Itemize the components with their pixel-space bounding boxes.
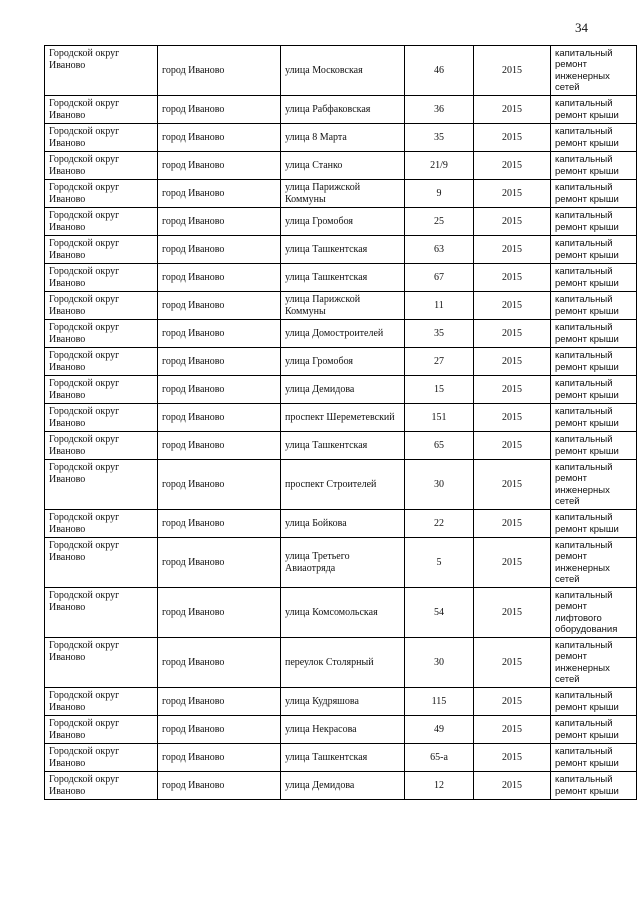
house-number-cell: 67 bbox=[405, 264, 474, 292]
table-body bbox=[45, 46, 637, 800]
settlement-cell: город Иваново bbox=[158, 772, 281, 800]
table-row bbox=[45, 716, 637, 744]
house-number-cell: 30 bbox=[405, 638, 474, 688]
street-cell: улица Бойкова bbox=[281, 510, 405, 538]
table-row bbox=[45, 124, 637, 152]
table-row bbox=[45, 264, 637, 292]
work-type-cell: капитальный ремонт крыши bbox=[551, 432, 637, 460]
settlement-cell: город Иваново bbox=[158, 688, 281, 716]
year-cell: 2015 bbox=[474, 404, 551, 432]
street-cell: проспект Строителей bbox=[281, 460, 405, 510]
table-row bbox=[45, 510, 637, 538]
table-row bbox=[45, 538, 637, 588]
municipality-cell: Городской округ Иваново bbox=[45, 46, 158, 96]
municipality-cell: Городской округ Иваново bbox=[45, 510, 158, 538]
street-cell: улица Демидова bbox=[281, 772, 405, 800]
year-cell: 2015 bbox=[474, 510, 551, 538]
table-row bbox=[45, 432, 637, 460]
work-type-cell: капитальный ремонт крыши bbox=[551, 236, 637, 264]
street-cell: улица 8 Марта bbox=[281, 124, 405, 152]
settlement-cell: город Иваново bbox=[158, 208, 281, 236]
year-cell: 2015 bbox=[474, 716, 551, 744]
work-type-cell: капитальный ремонт крыши bbox=[551, 688, 637, 716]
work-type-cell: капитальный ремонт крыши bbox=[551, 124, 637, 152]
house-number-cell: 27 bbox=[405, 348, 474, 376]
house-number-cell: 35 bbox=[405, 124, 474, 152]
house-number-cell: 35 bbox=[405, 320, 474, 348]
year-cell: 2015 bbox=[474, 588, 551, 638]
house-number-cell: 25 bbox=[405, 208, 474, 236]
year-cell: 2015 bbox=[474, 46, 551, 96]
municipality-cell: Городской округ Иваново bbox=[45, 376, 158, 404]
street-cell: улица Третьего Авиаотряда bbox=[281, 538, 405, 588]
year-cell: 2015 bbox=[474, 744, 551, 772]
work-type-cell: капитальный ремонт крыши bbox=[551, 292, 637, 320]
municipality-cell: Городской округ Иваново bbox=[45, 688, 158, 716]
house-number-cell: 15 bbox=[405, 376, 474, 404]
settlement-cell: город Иваново bbox=[158, 432, 281, 460]
municipality-cell: Городской округ Иваново bbox=[45, 96, 158, 124]
house-number-cell: 54 bbox=[405, 588, 474, 638]
street-cell: улица Рабфаковская bbox=[281, 96, 405, 124]
table-row bbox=[45, 460, 637, 510]
street-cell: улица Московская bbox=[281, 46, 405, 96]
house-number-cell: 65 bbox=[405, 432, 474, 460]
work-type-cell: капитальный ремонт инженерных сетей bbox=[551, 638, 637, 688]
work-type-cell: капитальный ремонт крыши bbox=[551, 348, 637, 376]
settlement-cell: город Иваново bbox=[158, 460, 281, 510]
settlement-cell: город Иваново bbox=[158, 744, 281, 772]
street-cell: улица Ташкентская bbox=[281, 264, 405, 292]
house-number-cell: 21/9 bbox=[405, 152, 474, 180]
settlement-cell: город Иваново bbox=[158, 320, 281, 348]
house-number-cell: 49 bbox=[405, 716, 474, 744]
municipality-cell: Городской округ Иваново bbox=[45, 772, 158, 800]
work-type-cell: капитальный ремонт инженерных сетей bbox=[551, 460, 637, 510]
municipality-cell: Городской округ Иваново bbox=[45, 538, 158, 588]
work-type-cell: капитальный ремонт крыши bbox=[551, 320, 637, 348]
table-row bbox=[45, 744, 637, 772]
settlement-cell: город Иваново bbox=[158, 348, 281, 376]
street-cell: улица Ташкентская bbox=[281, 236, 405, 264]
municipality-cell: Городской округ Иваново bbox=[45, 264, 158, 292]
year-cell: 2015 bbox=[474, 376, 551, 404]
settlement-cell: город Иваново bbox=[158, 588, 281, 638]
year-cell: 2015 bbox=[474, 460, 551, 510]
table-row bbox=[45, 588, 637, 638]
municipality-cell: Городской округ Иваново bbox=[45, 460, 158, 510]
year-cell: 2015 bbox=[474, 688, 551, 716]
table-row bbox=[45, 46, 637, 96]
house-number-cell: 46 bbox=[405, 46, 474, 96]
street-cell: улица Домостроителей bbox=[281, 320, 405, 348]
municipality-cell: Городской округ Иваново bbox=[45, 432, 158, 460]
year-cell: 2015 bbox=[474, 236, 551, 264]
house-number-cell: 115 bbox=[405, 688, 474, 716]
street-cell: переулок Столярный bbox=[281, 638, 405, 688]
house-number-cell: 65-а bbox=[405, 744, 474, 772]
settlement-cell: город Иваново bbox=[158, 264, 281, 292]
street-cell: улица Парижской Коммуны bbox=[281, 180, 405, 208]
table-row bbox=[45, 152, 637, 180]
work-type-cell: капитальный ремонт крыши bbox=[551, 376, 637, 404]
settlement-cell: город Иваново bbox=[158, 46, 281, 96]
year-cell: 2015 bbox=[474, 320, 551, 348]
year-cell: 2015 bbox=[474, 292, 551, 320]
table-row bbox=[45, 348, 637, 376]
street-cell: улица Кудряшова bbox=[281, 688, 405, 716]
street-cell: улица Громобоя bbox=[281, 348, 405, 376]
street-cell: улица Комсомольская bbox=[281, 588, 405, 638]
house-number-cell: 151 bbox=[405, 404, 474, 432]
house-number-cell: 9 bbox=[405, 180, 474, 208]
table-row bbox=[45, 236, 637, 264]
settlement-cell: город Иваново bbox=[158, 124, 281, 152]
settlement-cell: город Иваново bbox=[158, 152, 281, 180]
table-row bbox=[45, 208, 637, 236]
table-row bbox=[45, 320, 637, 348]
year-cell: 2015 bbox=[474, 180, 551, 208]
street-cell: улица Некрасова bbox=[281, 716, 405, 744]
table-row bbox=[45, 688, 637, 716]
house-number-cell: 5 bbox=[405, 538, 474, 588]
street-cell: улица Демидова bbox=[281, 376, 405, 404]
work-type-cell: капитальный ремонт крыши bbox=[551, 96, 637, 124]
settlement-cell: город Иваново bbox=[158, 96, 281, 124]
settlement-cell: город Иваново bbox=[158, 638, 281, 688]
settlement-cell: город Иваново bbox=[158, 404, 281, 432]
year-cell: 2015 bbox=[474, 124, 551, 152]
municipality-cell: Городской округ Иваново bbox=[45, 744, 158, 772]
settlement-cell: город Иваново bbox=[158, 376, 281, 404]
year-cell: 2015 bbox=[474, 638, 551, 688]
work-type-cell: капитальный ремонт крыши bbox=[551, 208, 637, 236]
year-cell: 2015 bbox=[474, 348, 551, 376]
municipality-cell: Городской округ Иваново bbox=[45, 208, 158, 236]
table-row bbox=[45, 96, 637, 124]
street-cell: улица Парижской Коммуны bbox=[281, 292, 405, 320]
work-type-cell: капитальный ремонт крыши bbox=[551, 510, 637, 538]
municipality-cell: Городской округ Иваново bbox=[45, 404, 158, 432]
year-cell: 2015 bbox=[474, 538, 551, 588]
work-type-cell: капитальный ремонт крыши bbox=[551, 264, 637, 292]
settlement-cell: город Иваново bbox=[158, 180, 281, 208]
municipality-cell: Городской округ Иваново bbox=[45, 152, 158, 180]
municipality-cell: Городской округ Иваново bbox=[45, 236, 158, 264]
municipality-cell: Городской округ Иваново bbox=[45, 348, 158, 376]
municipality-cell: Городской округ Иваново bbox=[45, 716, 158, 744]
municipality-cell: Городской округ Иваново bbox=[45, 638, 158, 688]
year-cell: 2015 bbox=[474, 772, 551, 800]
work-type-cell: капитальный ремонт инженерных сетей bbox=[551, 46, 637, 96]
page-number: 34 bbox=[575, 20, 588, 35]
work-type-cell: капитальный ремонт инженерных сетей bbox=[551, 538, 637, 588]
settlement-cell: город Иваново bbox=[158, 538, 281, 588]
work-type-cell: капитальный ремонт крыши bbox=[551, 180, 637, 208]
house-number-cell: 22 bbox=[405, 510, 474, 538]
work-type-cell: капитальный ремонт крыши bbox=[551, 744, 637, 772]
settlement-cell: город Иваново bbox=[158, 292, 281, 320]
house-number-cell: 12 bbox=[405, 772, 474, 800]
table-row bbox=[45, 292, 637, 320]
year-cell: 2015 bbox=[474, 432, 551, 460]
year-cell: 2015 bbox=[474, 264, 551, 292]
work-type-cell: капитальный ремонт крыши bbox=[551, 772, 637, 800]
street-cell: улица Громобоя bbox=[281, 208, 405, 236]
year-cell: 2015 bbox=[474, 208, 551, 236]
municipality-cell: Городской округ Иваново bbox=[45, 588, 158, 638]
municipality-cell: Городской округ Иваново bbox=[45, 292, 158, 320]
street-cell: проспект Шереметевский bbox=[281, 404, 405, 432]
municipality-cell: Городской округ Иваново bbox=[45, 320, 158, 348]
settlement-cell: город Иваново bbox=[158, 716, 281, 744]
municipality-cell: Городской округ Иваново bbox=[45, 180, 158, 208]
table-row bbox=[45, 376, 637, 404]
street-cell: улица Ташкентская bbox=[281, 432, 405, 460]
settlement-cell: город Иваново bbox=[158, 236, 281, 264]
work-type-cell: капитальный ремонт лифтового оборудования bbox=[551, 588, 637, 638]
settlement-cell: город Иваново bbox=[158, 510, 281, 538]
street-cell: улица Станко bbox=[281, 152, 405, 180]
house-number-cell: 36 bbox=[405, 96, 474, 124]
house-number-cell: 63 bbox=[405, 236, 474, 264]
repair-schedule-table bbox=[44, 45, 637, 800]
work-type-cell: капитальный ремонт крыши bbox=[551, 404, 637, 432]
street-cell: улица Ташкентская bbox=[281, 744, 405, 772]
table-row bbox=[45, 404, 637, 432]
work-type-cell: капитальный ремонт крыши bbox=[551, 716, 637, 744]
table-row bbox=[45, 180, 637, 208]
year-cell: 2015 bbox=[474, 152, 551, 180]
table-row bbox=[45, 638, 637, 688]
municipality-cell: Городской округ Иваново bbox=[45, 124, 158, 152]
table-row bbox=[45, 772, 637, 800]
house-number-cell: 11 bbox=[405, 292, 474, 320]
work-type-cell: капитальный ремонт крыши bbox=[551, 152, 637, 180]
year-cell: 2015 bbox=[474, 96, 551, 124]
house-number-cell: 30 bbox=[405, 460, 474, 510]
